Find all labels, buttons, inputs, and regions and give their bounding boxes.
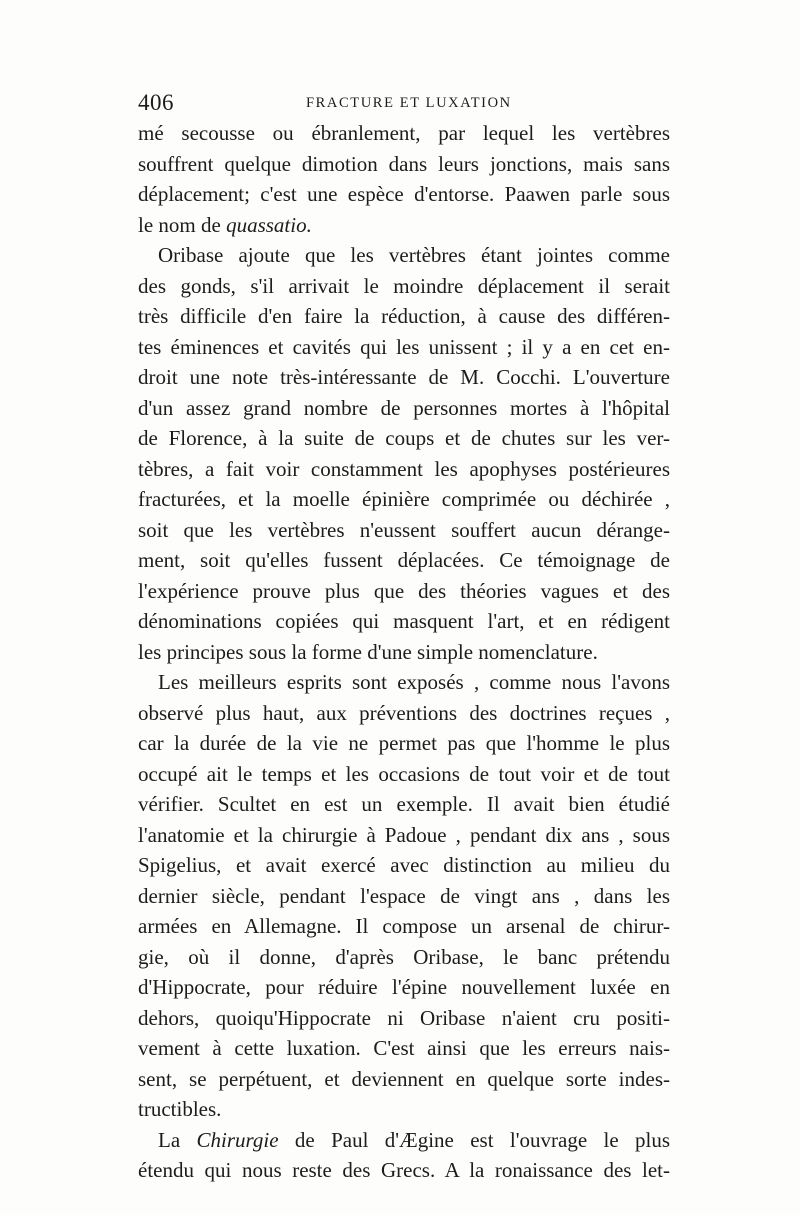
text-line [138,911,670,942]
line-text: l'expérience prouve plus que des théories vagues et des [138,578,670,603]
text-line [138,210,670,241]
line-text: souffrent quelque dimotion dans leurs jonctions, mais sans [138,151,670,176]
text-line [138,637,670,668]
text-line [138,820,670,851]
line-text-after: de Paul d'Ægine est l'ouvrage le plus [278,1127,670,1152]
line-text: droit une note très-intéressante de M. Cocchi. L'ouverture [138,365,670,389]
text-line [138,1094,670,1125]
line-text: les principes sous la forme d'une simple nomenclature. [138,639,598,664]
line-italic-text: Chirurgie [196,1127,279,1152]
text-line [138,789,670,820]
line-text: occupé ait le temps et les occasions de tout voir et de tout [138,761,670,786]
page-header [138,90,670,116]
text-line [138,393,670,424]
text-line [138,759,670,790]
text-line [138,1064,670,1095]
line-text: le nom de [138,212,227,237]
line-text: armées en Allemagne. Il compose un arsenal de chirur- [138,914,670,938]
line-text: dernier siècle, pendant l'espace de vingt ans , dans les [138,883,670,908]
text-line [138,423,670,454]
line-text: d'Hippocrate, pour réduire l'épine nouvellement luxée en [138,975,670,999]
text-line [138,972,670,1003]
text-line [138,881,670,912]
body-text [138,118,670,1186]
text-line [138,545,670,576]
text-line [138,515,670,546]
line-text: fracturées, et la moelle épinière comprimée ou déchirée , [138,487,670,511]
line-text: mé secousse ou ébranlement, par lequel les vertèbres [138,121,670,145]
text-line [138,1125,670,1156]
line-text: vement à cette luxation. C'est ainsi que les erreurs nais- [138,1036,670,1060]
line-text: très difficile d'en faire la réduction, à cause des différen- [138,304,670,328]
text-line [138,1003,670,1034]
line-text: sent, se perpétuent, et deviennent en quelque sorte indes- [138,1066,670,1091]
text-line [138,728,670,759]
text-line [138,149,670,180]
text-line [138,118,670,149]
text-line [138,271,670,302]
line-text: de Florence, à la suite de coups et de chutes sur les ver- [138,426,670,450]
text-line [138,454,670,485]
line-text: des gonds, s'il arrivait le moindre déplacement il serait [138,273,670,298]
line-text: Les meilleurs esprits sont exposés , comme nous l'avons [158,670,670,694]
line-text: Spigelius, et avait exercé avec distinction au milieu du [138,853,670,877]
text-line [138,942,670,973]
text-line [138,606,670,637]
text-line [138,576,670,607]
text-line [138,179,670,210]
text-line [138,240,670,271]
line-text: tes éminences et cavités qui les unissent ; il y a en cet en- [138,334,670,359]
line-text: Oribase ajoute que les vertèbres étant jointes comme [158,243,670,267]
line-italic-text: quassatio. [226,212,312,237]
line-text: étendu qui nous reste des Grecs. A la ronaissance des let- [138,1158,670,1182]
line-text: d'un assez grand nombre de personnes mortes à l'hôpital [138,395,670,420]
line-text: observé plus haut, aux préventions des doctrines reçues , [138,700,670,725]
text-line [138,1033,670,1064]
line-text: tructibles. [138,1097,222,1121]
text-line [138,850,670,881]
line-text: ment, soit qu'elles fussent déplacées. Ce témoignage de [138,548,670,572]
line-text: l'anatomie et la chirurgie à Padoue , pendant dix ans , sous [138,822,670,847]
line-text: vérifier. Scultet en est un exemple. Il avait bien étudié [138,792,670,816]
line-text: gie, où il donne, d'après Oribase, le banc prétendu [138,944,670,969]
text-line [138,301,670,332]
text-line [138,667,670,698]
text-line [138,1155,670,1186]
line-text: La [158,1127,197,1152]
line-text: soit que les vertèbres n'eussent souffert aucun dérange- [138,517,670,542]
line-text: tèbres, a fait voir constamment les apophyses postérieures [138,456,670,481]
line-text: dehors, quoiqu'Hippocrate ni Oribase n'aient cru positi- [138,1005,670,1030]
text-line [138,332,670,363]
text-line [138,362,670,393]
text-line [138,484,670,515]
text-line [138,698,670,729]
line-text: car la durée de la vie ne permet pas que l'homme le plus [138,731,670,755]
page-number: 406 [138,90,174,115]
running-head: FRACTURE ET LUXATION [306,95,512,111]
line-text: dénominations copiées qui masquent l'art, et en rédigent [138,609,670,633]
line-text: déplacement; c'est une espèce d'entorse. Paawen parle sous [138,182,670,206]
